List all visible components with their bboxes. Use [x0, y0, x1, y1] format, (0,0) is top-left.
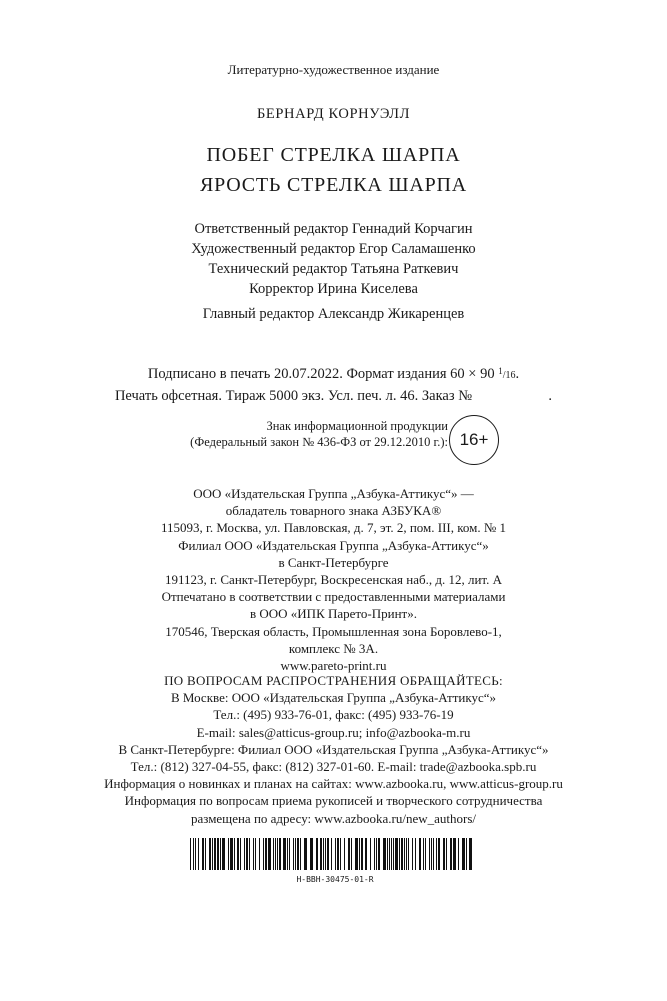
age-rating-badge: 16+ [449, 415, 499, 465]
publisher-line: обладатель товарного знака АЗБУКА® [225, 503, 442, 519]
distribution-line: Тел.: (495) 933-76-01, факс: (495) 933-76-19 [213, 707, 454, 723]
sign-label: Знак информационной продукции [266, 419, 448, 433]
book-title-2: ЯРОСТЬ СТРЕЛКА ШАРПА [199, 174, 468, 196]
chief-editor: Главный редактор Александр Жикаренцев [202, 306, 465, 322]
order-number-blank: . [548, 388, 553, 404]
staff-line: Ответственный редактор Геннадий Корчагин [194, 221, 473, 237]
publisher-line: в Санкт-Петербурге [278, 554, 389, 570]
publisher-line: ООО «Издательская Группа „Азбука-Аттикус“» — [193, 486, 474, 501]
staff-line: Художественный редактор Егор Саламашенко [191, 241, 476, 257]
info-product-sign [170, 418, 448, 450]
book-title-1: ПОБЕГ СТРЕЛКА ШАРПА [206, 144, 461, 166]
sign-law: (Федеральный закон № 436-ФЗ от 29.12.2010 г.): [190, 435, 448, 449]
distribution-line: Информация о новинках и планах на сайтах: www.azbooka.ru, www.atticus-group.ru [104, 776, 563, 792]
staff-line: Корректор Ирина Киселева [249, 281, 418, 297]
print-info-line-1 [0, 361, 667, 386]
fraction-numerator: 1 [498, 366, 503, 376]
publisher-info [0, 485, 667, 674]
publisher-line: в ООО «ИПК Парето-Принт». [249, 606, 417, 622]
distribution-info [0, 672, 667, 827]
print-info-line-2 [0, 386, 667, 406]
edition-type: Литературно-художественное издание [227, 62, 440, 77]
barcode-number: Н-ВВН-30475-01-R [296, 875, 374, 884]
staff-line: Технический редактор Татьяна Раткевич [208, 261, 459, 277]
publisher-line: 115093, г. Москва, ул. Павловская, д. 7, эт. 2, пом. III, ком. № 1 [160, 520, 507, 536]
publisher-line: Филиал ООО «Издательская Группа „Азбука-Аттикус“» [178, 537, 489, 553]
distribution-line: В Москве: ООО «Издательская Группа „Азбука-Аттикус“» [170, 690, 497, 706]
publisher-line: Отпечатано в соответствии с предоставленными материалами [161, 589, 506, 605]
distribution-line: Тел.: (812) 327-04-55, факс: (812) 327-01-60. E-mail: trade@azbooka.spb.ru [130, 759, 537, 775]
author-name: БЕРНАРД КОРНУЭЛЛ [257, 106, 410, 122]
publisher-line: 170546, Тверская область, Промышленная зона Боровлево-1, [165, 623, 502, 639]
distribution-line: В Санкт-Петербурге: Филиал ООО «Издательская Группа „Азбука-Аттикус“» [118, 741, 549, 757]
publisher-line: 191123, г. Санкт-Петербург, Воскресенская наб., д. 12, лит. А [165, 572, 502, 588]
distribution-line: Информация по вопросам приема рукописей и творческого сотрудничества [124, 793, 543, 809]
distribution-line: E-mail: sales@atticus-group.ru; info@azbooka-m.ru [196, 724, 471, 740]
print-line-1-end: . [515, 366, 520, 382]
editorial-staff [0, 219, 667, 299]
barcode [190, 838, 474, 870]
distribution-header: ПО ВОПРОСАМ РАСПРОСТРАНЕНИЯ ОБРАЩАЙТЕСЬ: [164, 673, 503, 688]
publisher-line: www.pareto-print.ru [280, 658, 387, 674]
book-titles [0, 140, 667, 200]
distribution-line: размещена по адресу: www.azbooka.ru/new_authors/ [190, 810, 477, 826]
print-format-text: Подписано в печать 20.07.2022. Формат издания 60 × 90 [147, 366, 495, 382]
print-info [0, 361, 667, 406]
print-run-text: Печать офсетная. Тираж 5000 экз. Усл. печ. л. 46. Заказ № [114, 388, 473, 404]
fraction-denominator: /16 [502, 370, 516, 381]
publisher-line: комплекс № 3А. [288, 640, 379, 656]
